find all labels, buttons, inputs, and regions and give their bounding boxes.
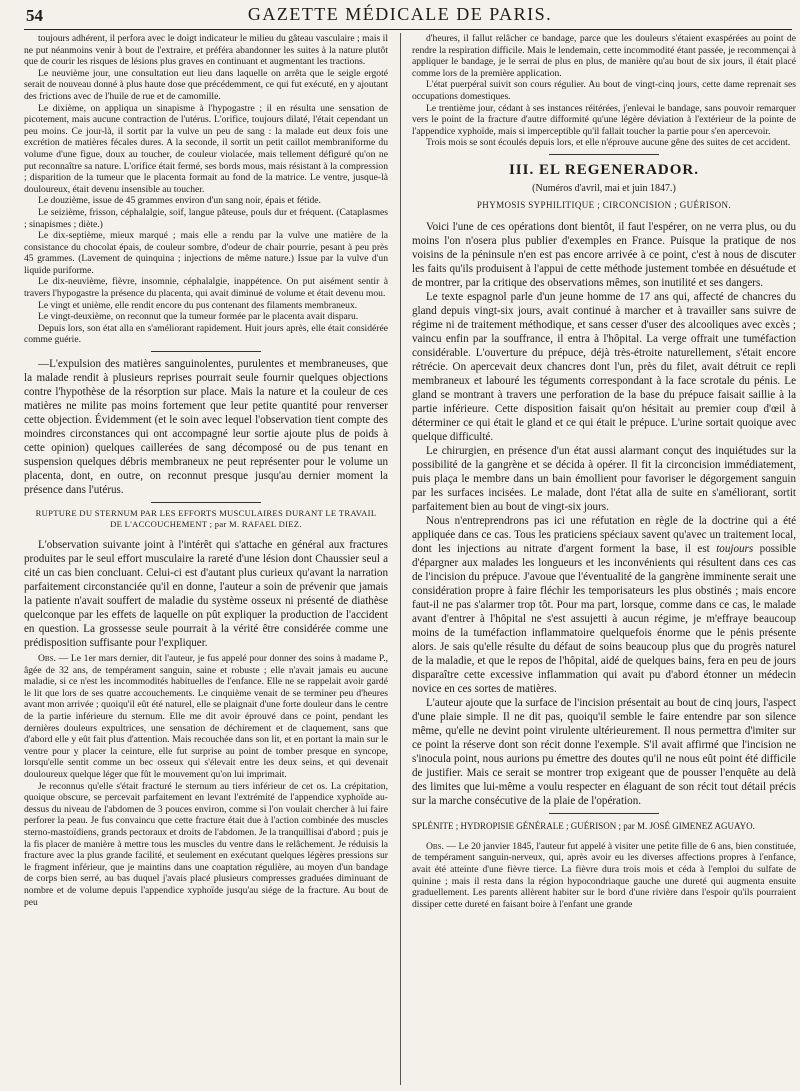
article-title xyxy=(24,508,388,530)
section-divider xyxy=(151,351,261,352)
obs-label: Obs. xyxy=(426,840,444,852)
text-run: possible d'épargner aux malades les longueurs et les inconvénients qui résultent dans ces cas de l'incision du prépuce. J'avoue que l'éventualité de la gangrène imminente serait une considération propre à faire fléchir les temporisateurs les plus obstinés ; mais encore faut-il ne pas s'alarmer trop tôt. Pour ma part, lorsque, comme dans ce cas, le malade avant d'entrer à l'hôpital ne s'est assujetti à aucun régime, je m'effraye beaucoup moins de la tuméfaction inflammatoire quelquefois énorme que le pénis présente alors. Je sais qu'elle résulte du défaut de soins beaucoup plus que du progrès naturel de la maladie, et que le repos de l'hôpital, aidé de quelques bains, fera en peu de jours disparaître cette excessive inflammation qui avait pu d'abord étonner un médecin novice en ces sortes de matières. xyxy=(412,542,796,695)
paragraph: Le neuvième jour, une consultation eut lieu dans laquelle on arrêta que le seigle ergoté serait de nouveau donné à plus haute dose que précédemment, ce qui fut exécuté, en y ajoutant des frictions avec de l'huile de rue et de camomille. xyxy=(24,67,388,102)
text-run: Nous n'entreprendrons pas ici une réfutation en règle de la doctrine qui a été appliquée dans ce cas. Tous les praticiens spéciaux savent qu'avec un traitement local, dont les injections au nitrate d'argent forment la base, il est xyxy=(412,514,796,555)
paragraph: Le trentième jour, cédant à ses instances réitérées, j'enlevai le bandage, sans pouvoir remarquer vers le point de la fracture d'autre difformité qu'une légère déviation à l'extérieur de la pointe de l'appendice xyphoïde, mais si imperceptible qu'il fallait toucher la partie pour s'en apercevoir. xyxy=(412,102,796,137)
observation-paragraph xyxy=(412,841,796,911)
article-title-line: RUPTURE DU STERNUM PAR LES EFFORTS MUSCULAIRES DURANT LE TRAVAIL xyxy=(35,508,377,519)
article-title: SPLÉNITE ; HYDROPISIE GÉNÉRALE ; GUÉRISON ; par M. JOSÉ GIMENEZ AGUAYO. xyxy=(412,820,755,831)
right-column xyxy=(412,33,796,1085)
column-divider xyxy=(400,33,401,1085)
header-rule xyxy=(24,29,792,30)
paragraph: L'auteur ajoute que la surface de l'incision présentait au bout de cinq jours, l'aspect d'une plaie simple. Il ne dit pas, quoiqu'il semble le faire entendre par son silence même, qu'elle ne devint point virulente ultérieurement. Il nous permettra d'imiter sur ce point la réserve dont son récit donne l'exemple. S'il avait affirmé que l'incision ne s'inocula point, nous aurions pu émettre des doutes qu'il ne nous eût point été difficile de justifier. Mais ce serait se montrer trop exigeant que de pousser l'enquête au delà des limites que lui-même a voulu respecter en élaguant de son récit tout détail précis sur la marche consécutive de la plaie de l'opération. xyxy=(412,696,796,807)
emphasis: toujours xyxy=(716,542,754,555)
section-divider xyxy=(549,154,659,155)
paragraph: Le texte espagnol parle d'un jeune homme de 17 ans qui, affecté de chancres du gland depuis vingt-six jours, avait continué à marcher et à travailler sans suivre de régime ni de traitement méthodique, et sans cesser d'user des alcooliques avec excès ; vaincu enfin par la souffrance, il entra à l'hôpital. La verge offrait une tuméfaction considérable. L'ouverture du prépuce, déjà très-étroite naturellement, s'était encore rétrécie. On apercevait deux chancres dont l'un, près du filet, avait détruit ce repli membraneux et labouré les téguments correspondant à la face scrotale du pénis. Le gland se montrant à travers une perforation de la base du prépuce faisait saillie à la partie inférieure. Cette disposition faisait qu'on hésitait au premier coup d'œil à déterminer ce qui était le gland et ce qui était le prépuce. L'urine sortait quoique avec quelque difficulté. xyxy=(412,290,796,443)
intro-paragraph: L'observation suivante joint à l'intérêt qui s'attache en général aux fractures produites par le seul effort musculaire la rareté d'une lésion dont Chaussier seul a cité un cas bien concluant. Celui-ci est d'autant plus curieux qu'avant la narration parfaitement circonstanciée qu'il en donne, l'auteur a soin de prévenir que jamais la patiente n'avait souffert de maladie du système osseux ni présenté de diathèse quelconque par les effets de laquelle on pût expliquer la production de l'accident en question. La grossesse seule pourrait à la vérité être considérée comme une prédisposition suffisante pour l'expliquer. xyxy=(24,539,388,650)
paragraph: Le dix-neuvième, fièvre, insomnie, céphalalgie, inappétence. On put aisément sentir à travers l'hypogastre la présence du placenta, qui avait diminué de volume et était devenu mou. xyxy=(24,276,388,300)
paragraph xyxy=(412,514,796,696)
article-title-line: DE L'ACCOUCHEMENT ; par M. RAFAEL DIEZ. xyxy=(110,519,302,530)
paragraph: Le dix-septième, mieux marqué ; mais elle a rendu par la vulve une matière de la consistance du chocolat épais, de couleur sombre, d'odeur de chair pourrie, pesant à peu près 45 grammes. (Lavement de quinquina ; injections de même nature.) Issue par la vulve d'un liquide puriforme. xyxy=(24,230,388,276)
running-title: GAZETTE MÉDICALE DE PARIS. xyxy=(247,4,553,24)
observation-paragraph xyxy=(24,653,388,781)
paragraph: Trois mois se sont écoulés depuis lors, et elle n'éprouve aucune gêne des suites de cet accident. xyxy=(426,137,791,149)
page-number: 54 xyxy=(26,6,43,25)
observation-text: — Le 20 janvier 1845, l'auteur fut appelé à visiter une petite fille de 6 ans, bien constituée, de tempérament sanguin-nerveux, qui, après avoir eu les diverses affections propres à l'enfance, avait été atteinte d'une fièvre tierce. La fièvre dura trois mois et céda à l'emploi du sulfate de quinine ; mais il resta dans la région hypocondriaque gauche une dureté qui augmenta ensuite graduellement. Les parents allèrent habiter sur le bord d'une rivière dans l'espoir qu'ils pourraient dissiper cette dureté en faisant boire à l'enfant une grande xyxy=(412,840,796,910)
paragraph: Depuis lors, son état alla en s'améliorant rapidement. Huit jours après, elle était considérée comme guérie. xyxy=(24,322,388,346)
paragraph: Le dixième, on appliqua un sinapisme à l'hypogastre ; il en résulta une sensation de picotement, mais aucune contraction de l'utérus. L'orifice, toujours dilaté, l'était cependant un peu moins. Ce jour-là, il sortit par la vulve un peu de sang : la malade eut deux fois une excrétion de matières fécales dures. A la seconde, il sortit un petit caillot membraniforme du volume d'une figue, doux au toucher, de couleur violacée, mais tellement défiguré qu'on ne put reconnaître sa nature. L'orifice était fermé, ses bords mous, mais résistant à la compression ; disparition de la tumeur que le placenta formait au fond de la matrice. Le ventre, jusque-là douloureux, était devenu insensible au toucher. xyxy=(24,102,388,195)
left-column xyxy=(24,33,388,1085)
paragraph: Le vingt-deuxième, on reconnut que la tumeur formée par le placenta avait disparu. xyxy=(38,311,359,323)
observation-text: — Le 1er mars dernier, dit l'auteur, je fus appelé pour donner des soins à madame P., âgée de 32 ans, de tempérament sanguin, saine et robuste ; elle n'avait jamais eu aucune maladie, si ce n'est les incommodités habituelles de l'enfance. Elle ne se rappelait avoir gardé le lit que lors de ses quatre accouchements. Le cinquième venait de se terminer peu d'heures avant mon arrivée ; quoiqu'il eût été naturel, elle se plaignait d'une forte douleur dans le centre de la partie inférieure du sternum. Elle me dit avoir éprouvé dans ce point, pendant les dernières douleurs expultrices, une sensation de déchirement et de claquement, sans que d'abord elle y eût fait plus d'attention. Mais recouchée dans son lit, et en portant la main sur le ventre pour y placer la ceinture, elle fut surprise au point de tomber presque en syncope, lorsqu'elle sentit comme un bec osseux qui s'élevait entre les deux seins, et qui devenait douloureux quelque léger que fût le mouvement qu'on lui imprimait. xyxy=(24,653,388,780)
section-dates: (Numéros d'avril, mai et juin 1847.) xyxy=(532,182,676,194)
paragraph: Le douzième, issue de 45 grammes environ d'un sang noir, épais et fétide. xyxy=(38,195,321,207)
section-divider xyxy=(549,813,659,814)
paragraph: Le vingt et unième, elle rendit encore du pus contenant des filaments membraneux. xyxy=(38,299,358,311)
paragraph: Le chirurgien, en présence d'un état aussi alarmant conçut des inquiétudes sur la possibilité de la gangrène et se décida à opérer. Il fit la circoncision immédiatement, puis plaça le membre dans un bain émollient pour favoriser le dégorgement sanguin par les surfaces incisées. Le malade, dont l'état alla de suite en s'améliorant, sortit parfaitement bien au bout de vingt-six jours. xyxy=(412,444,796,513)
section-title: III. EL REGENERADOR. xyxy=(508,161,700,178)
paragraph: Le seizième, frisson, céphalalgie, soif, langue pâteuse, pouls dur et fréquent. (Cataplasmes ; sinapismes ; diète.) xyxy=(24,206,388,230)
commentary-paragraph: —L'expulsion des matières sanguinolentes, purulentes et membraneuses, que la malade rendit à plusieurs reprises pourrait seule fournir quelques objections contre l'hypothèse de la résorption sur place. Mais la nature et la couleur de ces matières ne milite pas moins fortement que leur petite quantité pour renverser cette objection. Évidemment (et le soin avec lequel l'observation tient compte des moindres circonstances qui ont accompagné leur sortie ajoute plus de poids à cette opinion) quelques caillerées de sang décomposé ou de pus tenant en suspension quelques débris membraneux ne peut représenter pour le volume un placenta, dont, en outre, on reconnut presque jusqu'au dernier moment la présence dans l'utérus. xyxy=(24,358,388,497)
subsection-title: PHYMOSIS SYPHILITIQUE ; CIRCONCISION ; GUÉRISON. xyxy=(476,200,732,211)
paragraph: Voici l'une de ces opérations dont bientôt, il faut l'espérer, on ne verra plus, ou du moins l'on n'osera plus publier d'exemples en France. Puisque la pratique de nos voisins de la péninsule n'en est pas encore arrivée à ce point, c'est à nous de discuter les faits qu'ils produisent à l'appui de cette méthode justement tombée en désuétude et de montrer, par la critique des observations mêmes, son inutilité et ses dangers. xyxy=(412,220,796,289)
section-divider xyxy=(151,502,261,503)
paragraph: toujours adhérent, il perfora avec le doigt indicateur le milieu du gâteau vasculaire ; mais il ne put néanmoins venir à bout de l'extraire, et préféra abandonner les suites à la nature plutôt que de courir les risques de lésions plus graves en continuant et augmentant les tractions. xyxy=(24,33,388,68)
obs-label: Obs. xyxy=(38,653,56,665)
paragraph: Je reconnus qu'elle s'était fracturé le sternum au tiers inférieur de cet os. La crépitation, quoique obscure, se percevait parfaitement en levant l'extrémité de l'appendice xyphoïde au-dessus du niveau de l'abdomen de 3 pouces environ, comme si l'on voulait chercher à lui faire perforer la peau. Je fus convaincu que cette fracture était due à l'action combinée des muscles sterno-mastoïdiens, grands pectoraux et droits de l'abdomen. Je la tranquillisai d'abord ; puis je la fis placer de manière à mettre tous les muscles du ventre dans le relâchement. Je réduisis la fracture avec la plus grande facilité, et seulement en exécutant quelques légères pressions sur le fragment inférieur, que je maintins dans une coaptation régulière, au moyen d'un bandage de corps bien serré, au bas duquel j'avais placé plusieurs compresses graduées diminuant de nombre et de volume depuis l'appendice xyphoïde jusqu'au siége de la fracture. Au bout de peu xyxy=(24,780,388,908)
paragraph: d'heures, il fallut relâcher ce bandage, parce que les douleurs s'étaient exaspérées au point de rendre la respiration difficile. Mais le lendemain, cette incommodité étant passée, je recommençai à appliquer le bandage, je le serrai de plus en plus, de manière qu'au bout de six jours, il était placé comme lors de la première application. xyxy=(412,33,796,79)
paragraph: L'état puerpéral suivit son cours régulier. Au bout de vingt-cinq jours, cette dame reprenait ses occupations domestiques. xyxy=(412,79,796,102)
